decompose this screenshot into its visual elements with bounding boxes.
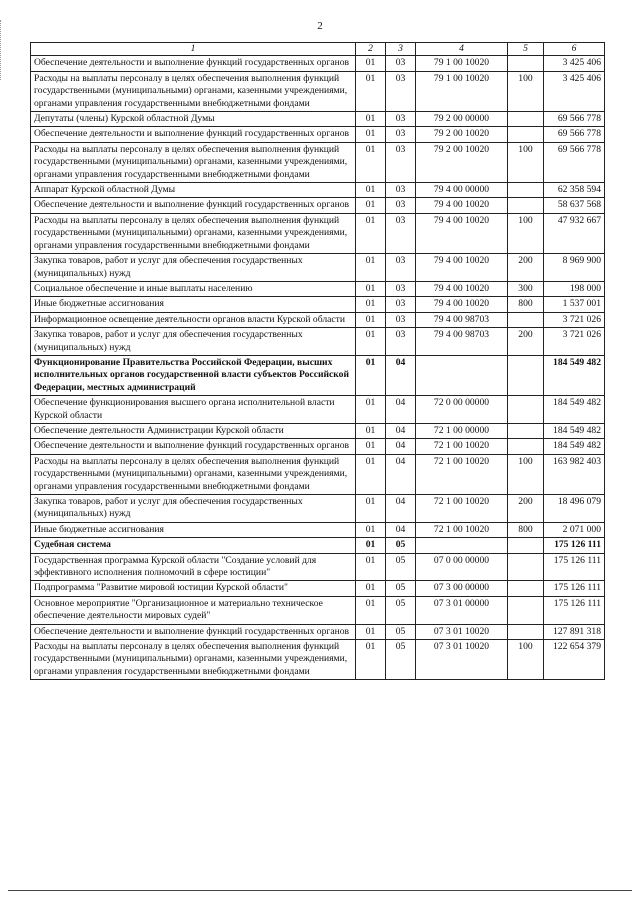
cell-expense-type: 200 [508, 495, 544, 523]
cell-section: 01 [356, 624, 386, 639]
cell-amount: 175 126 111 [544, 596, 605, 624]
cell-target-code: 79 2 00 10020 [416, 127, 508, 142]
table-row [31, 127, 605, 142]
table-row [31, 423, 605, 438]
cell-target-code: 72 1 00 10020 [416, 439, 508, 454]
cell-subsection: 04 [386, 439, 416, 454]
cell-target-code: 72 1 00 10020 [416, 522, 508, 537]
table-row [31, 439, 605, 454]
column-header-target-code: 4 [416, 43, 508, 56]
cell-amount: 18 496 079 [544, 495, 605, 523]
cell-target-code: 07 3 01 10020 [416, 640, 508, 680]
cell-amount: 3 721 026 [544, 328, 605, 356]
table-row [31, 396, 605, 424]
cell-name: Государственная программа Курской области "Создание условий для эффективного исполнения полномочий в сфере юстиции" [31, 553, 356, 581]
cell-expense-type: 300 [508, 281, 544, 296]
cell-subsection: 03 [386, 213, 416, 253]
cell-section: 01 [356, 198, 386, 213]
cell-section: 01 [356, 396, 386, 424]
cell-amount: 122 654 379 [544, 640, 605, 680]
cell-expense-type: 100 [508, 71, 544, 111]
cell-target-code: 79 4 00 10020 [416, 297, 508, 312]
cell-subsection: 05 [386, 640, 416, 680]
table-row [31, 56, 605, 71]
cell-amount: 3 425 406 [544, 71, 605, 111]
table-row [31, 112, 605, 127]
cell-target-code: 79 4 00 10020 [416, 213, 508, 253]
cell-subsection: 05 [386, 538, 416, 553]
table-row [31, 538, 605, 553]
cell-target-code: 79 4 00 98703 [416, 328, 508, 356]
page-number: 2 [317, 20, 323, 32]
cell-subsection: 03 [386, 328, 416, 356]
cell-amount: 184 549 482 [544, 423, 605, 438]
cell-amount: 175 126 111 [544, 581, 605, 596]
cell-subsection: 04 [386, 355, 416, 395]
cell-amount: 8 969 900 [544, 254, 605, 282]
cell-name: Обеспечение функционирования высшего органа исполнительной власти Курской области [31, 396, 356, 424]
table-row [31, 454, 605, 494]
cell-name: Расходы на выплаты персоналу в целях обеспечения выполнения функций государственными (муниципальными) органами, казенными учреждениями, органами управления государственными внебюджетными фондами [31, 454, 356, 494]
table-body [31, 56, 605, 680]
cell-section: 01 [356, 183, 386, 198]
cell-name: Основное мероприятие "Организационное и материально техническое обеспечение деятельности мировых судей" [31, 596, 356, 624]
cell-expense-type [508, 624, 544, 639]
cell-section: 01 [356, 522, 386, 537]
table-row [31, 596, 605, 624]
cell-target-code: 72 1 00 10020 [416, 454, 508, 494]
table-row [31, 522, 605, 537]
budget-table [30, 42, 605, 680]
cell-name: Расходы на выплаты персоналу в целях обеспечения выполнения функций государственными (муниципальными) органами, казенными учреждениями, органами управления государственными внебюджетными фондами [31, 71, 356, 111]
cell-expense-type: 100 [508, 142, 544, 182]
cell-subsection: 05 [386, 553, 416, 581]
cell-name: Обеспечение деятельности Администрации Курской области [31, 423, 356, 438]
cell-expense-type: 800 [508, 522, 544, 537]
cell-subsection: 05 [386, 624, 416, 639]
cell-subsection: 03 [386, 198, 416, 213]
cell-target-code: 07 3 00 00000 [416, 581, 508, 596]
cell-target-code [416, 355, 508, 395]
cell-section: 01 [356, 581, 386, 596]
cell-section: 01 [356, 439, 386, 454]
cell-name: Социальное обеспечение и иные выплаты населению [31, 281, 356, 296]
table-row [31, 254, 605, 282]
cell-expense-type [508, 56, 544, 71]
cell-amount: 69 566 778 [544, 112, 605, 127]
cell-subsection: 04 [386, 454, 416, 494]
cell-expense-type [508, 439, 544, 454]
cell-section: 01 [356, 596, 386, 624]
cell-section: 01 [356, 454, 386, 494]
cell-expense-type [508, 183, 544, 198]
cell-amount: 184 549 482 [544, 355, 605, 395]
cell-amount: 175 126 111 [544, 553, 605, 581]
table-header-row [31, 43, 605, 56]
cell-subsection: 03 [386, 71, 416, 111]
cell-subsection: 04 [386, 522, 416, 537]
cell-amount: 69 566 778 [544, 127, 605, 142]
cell-subsection: 04 [386, 423, 416, 438]
cell-section: 01 [356, 495, 386, 523]
cell-target-code: 79 4 00 98703 [416, 312, 508, 327]
cell-subsection: 03 [386, 254, 416, 282]
cell-amount: 3 721 026 [544, 312, 605, 327]
cell-name: Иные бюджетные ассигнования [31, 297, 356, 312]
cell-subsection: 05 [386, 596, 416, 624]
cell-name: Судебная система [31, 538, 356, 553]
cell-amount: 127 891 318 [544, 624, 605, 639]
cell-amount: 184 549 482 [544, 439, 605, 454]
table-row [31, 71, 605, 111]
cell-target-code [416, 538, 508, 553]
cell-expense-type: 100 [508, 213, 544, 253]
cell-expense-type: 200 [508, 254, 544, 282]
cell-target-code: 72 0 00 00000 [416, 396, 508, 424]
cell-section: 01 [356, 538, 386, 553]
cell-amount: 47 932 667 [544, 213, 605, 253]
cell-expense-type [508, 355, 544, 395]
table-row [31, 355, 605, 395]
cell-expense-type [508, 581, 544, 596]
cell-expense-type [508, 198, 544, 213]
table-row [31, 183, 605, 198]
column-header-amount: 6 [544, 43, 605, 56]
cell-subsection: 03 [386, 312, 416, 327]
cell-expense-type [508, 127, 544, 142]
cell-section: 01 [356, 312, 386, 327]
table-row [31, 581, 605, 596]
table-row [31, 312, 605, 327]
cell-expense-type [508, 396, 544, 424]
cell-name: Закупка товаров, работ и услуг для обеспечения государственных (муниципальных) нужд [31, 328, 356, 356]
cell-target-code: 72 1 00 00000 [416, 423, 508, 438]
cell-name: Обеспечение деятельности и выполнение функций государственных органов [31, 198, 356, 213]
cell-subsection: 03 [386, 281, 416, 296]
bottom-rule [8, 890, 632, 891]
cell-name: Закупка товаров, работ и услуг для обеспечения государственных (муниципальных) нужд [31, 254, 356, 282]
cell-section: 01 [356, 328, 386, 356]
column-header-subsection: 3 [386, 43, 416, 56]
cell-name: Функционирование Правительства Российской Федерации, высших исполнительных органов государственной власти субъектов Российской Федерации, местных администраций [31, 355, 356, 395]
cell-target-code: 79 2 00 00000 [416, 112, 508, 127]
cell-expense-type [508, 312, 544, 327]
cell-section: 01 [356, 281, 386, 296]
cell-subsection: 03 [386, 183, 416, 198]
cell-section: 01 [356, 142, 386, 182]
column-header-name: 1 [31, 43, 356, 56]
cell-target-code: 79 2 00 10020 [416, 142, 508, 182]
cell-subsection: 03 [386, 142, 416, 182]
cell-target-code: 72 1 00 10020 [416, 495, 508, 523]
cell-target-code: 79 4 00 10020 [416, 281, 508, 296]
table-row [31, 640, 605, 680]
cell-name: Расходы на выплаты персоналу в целях обеспечения выполнения функций государственными (муниципальными) органами, казенными учреждениями, органами управления государственными внебюджетными фондами [31, 640, 356, 680]
cell-subsection: 04 [386, 495, 416, 523]
cell-expense-type [508, 596, 544, 624]
cell-expense-type [508, 538, 544, 553]
cell-subsection: 03 [386, 297, 416, 312]
cell-section: 01 [356, 213, 386, 253]
table-row [31, 213, 605, 253]
cell-name: Депутаты (члены) Курской областной Думы [31, 112, 356, 127]
table-row [31, 495, 605, 523]
cell-target-code: 79 4 00 00000 [416, 183, 508, 198]
cell-subsection: 05 [386, 581, 416, 596]
cell-subsection: 03 [386, 56, 416, 71]
cell-expense-type: 200 [508, 328, 544, 356]
cell-section: 01 [356, 423, 386, 438]
cell-subsection: 03 [386, 112, 416, 127]
cell-section: 01 [356, 297, 386, 312]
cell-target-code: 07 3 01 10020 [416, 624, 508, 639]
cell-expense-type [508, 423, 544, 438]
cell-section: 01 [356, 553, 386, 581]
cell-name: Иные бюджетные ассигнования [31, 522, 356, 537]
cell-name: Обеспечение деятельности и выполнение функций государственных органов [31, 56, 356, 71]
cell-name: Подпрограмма "Развитие мировой юстиции Курской области" [31, 581, 356, 596]
cell-target-code: 79 1 00 10020 [416, 56, 508, 71]
column-header-section: 2 [356, 43, 386, 56]
cell-section: 01 [356, 71, 386, 111]
cell-expense-type: 100 [508, 454, 544, 494]
cell-section: 01 [356, 355, 386, 395]
cell-subsection: 03 [386, 127, 416, 142]
cell-name: Расходы на выплаты персоналу в целях обеспечения выполнения функций государственными (муниципальными) органами, казенными учреждениями, органами управления государственными внебюджетными фондами [31, 213, 356, 253]
cell-amount: 184 549 482 [544, 396, 605, 424]
cell-expense-type: 800 [508, 297, 544, 312]
cell-amount: 58 637 568 [544, 198, 605, 213]
cell-section: 01 [356, 640, 386, 680]
cell-amount: 2 071 000 [544, 522, 605, 537]
cell-expense-type: 100 [508, 640, 544, 680]
table-row [31, 328, 605, 356]
column-header-expense-type: 5 [508, 43, 544, 56]
cell-amount: 175 126 111 [544, 538, 605, 553]
table-row [31, 198, 605, 213]
cell-subsection: 04 [386, 396, 416, 424]
table-row [31, 624, 605, 639]
cell-name: Аппарат Курской областной Думы [31, 183, 356, 198]
cell-name: Информационное освещение деятельности органов власти Курской области [31, 312, 356, 327]
cell-expense-type [508, 553, 544, 581]
cell-section: 01 [356, 112, 386, 127]
cell-target-code: 07 3 01 00000 [416, 596, 508, 624]
cell-amount: 69 566 778 [544, 142, 605, 182]
cell-name: Расходы на выплаты персоналу в целях обеспечения выполнения функций государственными (муниципальными) органами, казенными учреждениями, органами управления государственными внебюджетными фондами [31, 142, 356, 182]
cell-name: Обеспечение деятельности и выполнение функций государственных органов [31, 439, 356, 454]
cell-target-code: 07 0 00 00000 [416, 553, 508, 581]
cell-target-code: 79 4 00 10020 [416, 198, 508, 213]
table-row [31, 281, 605, 296]
cell-amount: 3 425 406 [544, 56, 605, 71]
cell-amount: 62 358 594 [544, 183, 605, 198]
cell-target-code: 79 4 00 10020 [416, 254, 508, 282]
table-row [31, 553, 605, 581]
cell-section: 01 [356, 56, 386, 71]
cell-name: Обеспечение деятельности и выполнение функций государственных органов [31, 624, 356, 639]
cell-amount: 198 000 [544, 281, 605, 296]
cell-expense-type [508, 112, 544, 127]
cell-name: Обеспечение деятельности и выполнение функций государственных органов [31, 127, 356, 142]
table-row [31, 142, 605, 182]
cell-amount: 1 537 001 [544, 297, 605, 312]
cell-amount: 163 982 403 [544, 454, 605, 494]
cell-section: 01 [356, 127, 386, 142]
cell-section: 01 [356, 254, 386, 282]
table-row [31, 297, 605, 312]
cell-target-code: 79 1 00 10020 [416, 71, 508, 111]
cell-name: Закупка товаров, работ и услуг для обеспечения государственных (муниципальных) нужд [31, 495, 356, 523]
